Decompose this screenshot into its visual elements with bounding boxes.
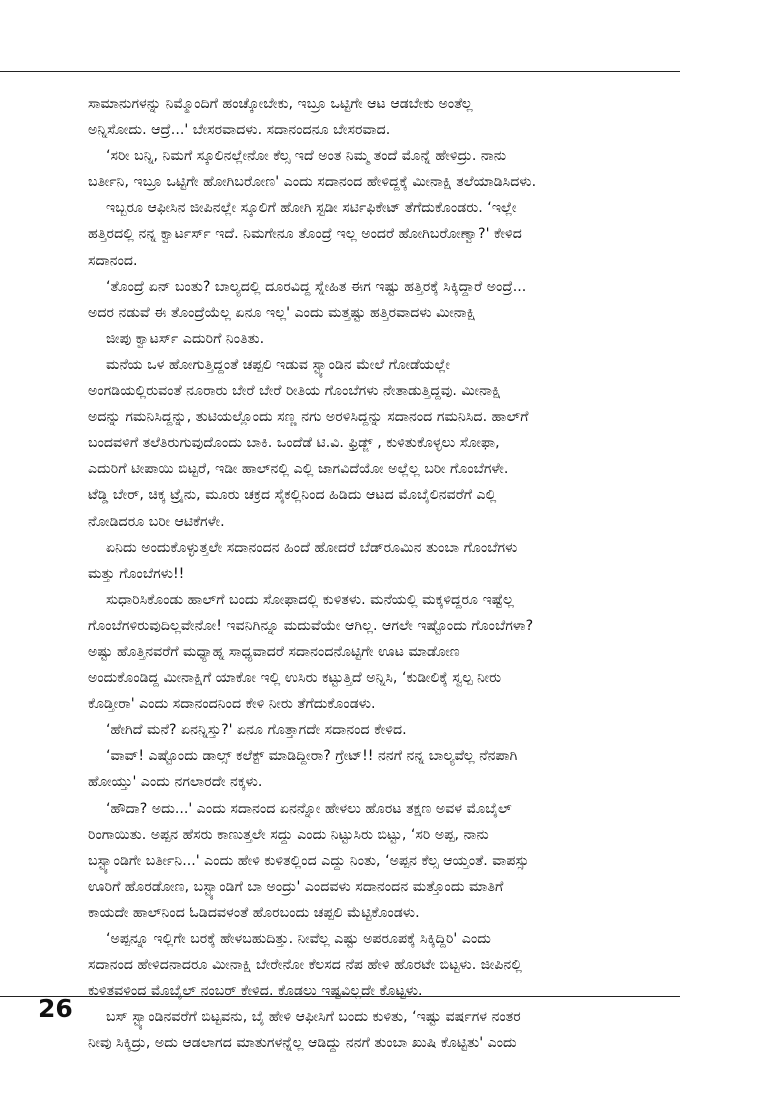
text-line: ಟೆಡ್ಡಿ ಬೇರ್, ಚಿಕ್ಕ ಟ್ರೈನು, ಮೂರು ಚಕ್ರದ ಸೈಕಲ್ಲಿನಿಂದ ಹಿಡಿದು ಆಟದ ಮೊಬೈಲಿನವರೆಗೆ ಎಲ್ಲಿ bbox=[88, 487, 497, 504]
text-line: ಸದಾನಂದ. bbox=[88, 252, 138, 269]
text-line: ನೋಡಿದರೂ ಬರೀ ಆಟಿಕೆಗಳೇ. bbox=[88, 513, 225, 530]
text-line: ಎದುರಿಗೆ ಟೀಪಾಯಿ ಬಿಟ್ಟರೆ, ಇಡೀ ಹಾಲ್‌ನಲ್ಲಿ ಎಲ್ಲಿ ಜಾಗವಿದೆಯೋ ಅಲ್ಲೆಲ್ಲ ಬರೀ ಗೊಂಬೆಗಳೇ. bbox=[88, 461, 509, 478]
text-line: ಅದನ್ನು ಗಮನಿಸಿದ್ದನ್ನು, ತುಟಿಯಲ್ಲೊಂದು ಸಣ್ಣ ನಗು ಅರಳಿಸಿದ್ದನ್ನು ಸದಾನಂದ ಗಮನಿಸಿದ. ಹಾಲ್‌ಗೆ bbox=[88, 409, 529, 426]
text-line: ಗೊಂಬೆಗಳಿರುವುದಿಲ್ಲವೇನೋ! ಇವನಿಗಿನ್ನೂ ಮದುವೆಯೇ ಆಗಿಲ್ಲ. ಆಗಲೇ ಇಷ್ಟೊಂದು ಗೊಂಬೆಗಳಾ? bbox=[88, 617, 534, 634]
text-line: ಅಂಗಡಿಯಲ್ಲಿರುವಂತೆ ನೂರಾರು ಬೇರೆ ಬೇರೆ ರೀತಿಯ ಗೊಂಬೆಗಳು ನೇತಾಡುತ್ತಿದ್ದವು. ಮೀನಾಕ್ಷಿ bbox=[88, 383, 501, 400]
text-line: ಅದರ ನಡುವೆ ಈ ತೊಂದ್ರೆಯೆಲ್ಲ ಏನೂ ಇಲ್ಲ' ಎಂದು ಮತ್ತಷ್ಟು ಹತ್ತಿರವಾದಳು ಮೀನಾಕ್ಷಿ bbox=[88, 304, 476, 321]
text-line: ‘ಹೌದಾ? ಅದು...' ಎಂದು ಸದಾನಂದ ಏನನ್ನೋ ಹೇಳಲು ಹೊರಟ ತಕ್ಷಣ ಅವಳ ಮೊಬೈಲ್ bbox=[106, 800, 512, 817]
text-line: ಸಾಮಾನುಗಳನ್ನು ನಿಮ್ಮೊಂದಿಗೆ ಹಂಚ್ಕೋಬೇಕು, ಇಬ್ರೂ ಒಟ್ಟಿಗೇ ಆಟ ಆಡಬೇಕು ಅಂತೆಲ್ಲ bbox=[88, 96, 473, 112]
body-text bbox=[88, 91, 674, 1056]
text-line: ಮತ್ತು ಗೊಂಬೆಗಳು!! bbox=[88, 565, 185, 582]
text-line: ಕೊಡ್ತೀರಾ' ಎಂದು ಸದಾನಂದನಿಂದ ಕೇಳಿ ನೀರು ತೆಗೆದುಕೊಂಡಳು. bbox=[88, 696, 376, 713]
text-line: ಬಸ್ ಸ್ಟ್ಯಾಂಡಿನವರೆಗೆ ಬಿಟ್ಟವನು, ಬೈ ಹೇಳಿ ಆಫೀಸಿಗೆ ಬಂದು ಕುಳಿತು, ‘ಇಷ್ಟು ವರ್ಷಗಳ ನಂತರ bbox=[106, 1009, 521, 1026]
text-line: ಊರಿಗೆ ಹೊರಡೋಣ, ಬಸ್ಟ್ಯಾಂಡಿಗೆ ಬಾ ಅಂದ್ರು' ಎಂದವಳು ಸದಾನಂದನ ಮತ್ತೊಂದು ಮಾತಿಗೆ bbox=[88, 878, 504, 895]
header-rule bbox=[0, 71, 680, 72]
text-line: ಮನೆಯ ಒಳ ಹೋಗುತ್ತಿದ್ದಂತೆ ಚಪ್ಪಲಿ ಇಡುವ ಸ್ಟ್ಯಾಂಡಿನ ಮೇಲೆ ಗೋಡೆಯಲ್ಲೇ bbox=[106, 356, 450, 373]
text-line: ಬಂದವಳಿಗೆ ತಲೆತಿರುಗುವುದೊಂದು ಬಾಕಿ. ಒಂದೆಡೆ ಟಿ.ವಿ. ಫ್ರಿಡ್ಜ್ , ಕುಳಿತುಕೊಳ್ಳಲು ಸೋಫಾ, bbox=[88, 435, 500, 452]
text-line: ಇಬ್ಬರೂ ಆಫೀಸಿನ ಜೀಪಿನಲ್ಲೇ ಸ್ಕೂಲಿಗೆ ಹೋಗಿ ಸ್ಟಡೀ ಸರ್ಟಿಫಿಕೇಟ್ ತೆಗೆದುಕೊಂಡರು. ‘ಇಲ್ಲೇ bbox=[106, 200, 517, 217]
page-number: 26 bbox=[38, 994, 73, 1023]
text-line: ಸುಧಾರಿಸಿಕೊಂಡು ಹಾಲ್‌ಗೆ ಬಂದು ಸೋಫಾದಲ್ಲಿ ಕುಳಿತಳು. ಮನೆಯಲ್ಲಿ ಮಕ್ಕಳಿದ್ದರೂ ಇಷ್ಟೆಲ್ಲ bbox=[106, 591, 514, 608]
footer-rule bbox=[0, 996, 680, 997]
text-line: ಏನಿದು ಅಂದುಕೊಳ್ಳುತ್ತಲೇ ಸದಾನಂದನ ಹಿಂದೆ ಹೋದರೆ ಬೆಡ್‌ರೂಮಿನ ತುಂಬಾ ಗೊಂಬೆಗಳು bbox=[106, 539, 518, 556]
text-line: ‘ಅಪ್ಪನ್ನೂ ಇಲ್ಲಿಗೇ ಬರಕ್ಕೆ ಹೇಳಬಹುದಿತ್ತು. ನೀವೆಲ್ಲ ಎಷ್ಟು ಅಪರೂಪಕ್ಕೆ ಸಿಕ್ಕಿದ್ದಿರಿ' ಎಂದು bbox=[106, 931, 491, 947]
text-line: ನೀವು ಸಿಕ್ಕಿದ್ರು, ಅದು ಆಡಲಾಗದ ಮಾತುಗಳನ್ನೆಲ್ಲ ಆಡಿದ್ದು ನನಗೆ ತುಂಬಾ ಖುಷಿ ಕೊಟ್ಟಿತು' ಎಂದು bbox=[88, 1035, 517, 1052]
text-line: ಬರ್ತೀನಿ, ಇಬ್ರೂ ಒಟ್ಟಿಗೇ ಹೋಗಿಬರೋಣ' ಎಂದು ಸದಾನಂದ ಹೇಳಿದ್ದಕ್ಕೆ ಮೀನಾಕ್ಷಿ ತಲೆಯಾಡಿಸಿದಳು. bbox=[88, 174, 537, 191]
text-line: ಕುಳಿತವಳಿಂದ ಮೊಬೈಲ್ ನಂಬರ್ ಕೇಳಿದ. ಕೊಡಲು ಇಷ್ಟವಿಲ್ಲದೇ ಕೊಟ್ಟಳು. bbox=[88, 983, 423, 1000]
text-line: ಹೋಯ್ತು' ಎಂದು ನಗಲಾರದೇ ನಕ್ಕಳು. bbox=[88, 774, 263, 791]
text-line: ಅಂದುಕೊಂಡಿದ್ದ ಮೀನಾಕ್ಷಿಗೆ ಯಾಕೋ ಇಲ್ಲಿ ಉಸಿರು ಕಟ್ಟುತ್ತಿದೆ ಅನ್ನಿಸಿ, ‘ಕುಡೀಲಿಕ್ಕೆ ಸ್ವಲ್ಪ ನೀರು bbox=[88, 670, 502, 687]
text-line: ‘ತೊಂದ್ರೆ ಏನ್ ಬಂತು? ಬಾಲ್ಯದಲ್ಲಿ ದೂರವಿದ್ದ ಸ್ನೇಹಿತ ಈಗ ಇಷ್ಟು ಹತ್ತಿರಕ್ಕೆ ಸಿಕ್ಕಿದ್ದಾರೆ ಅಂದ್ರೆ... bbox=[106, 278, 527, 295]
text-line: ಸದಾನಂದ ಹೇಳಿದನಾದರೂ ಮೀನಾಕ್ಷಿ ಬೇರೇನೋ ಕೆಲಸದ ನೆಪ ಹೇಳಿ ಹೊರಟೇ ಬಿಟ್ಟಳು. ಜೀಪಿನಲ್ಲಿ bbox=[88, 957, 523, 974]
text-line: ‘ಹೇಗಿದೆ ಮನೆ? ಏನನ್ನಿಸ್ತು?' ಏನೂ ಗೊತ್ತಾಗದೇ ಸದಾನಂದ ಕೇಳಿದ. bbox=[106, 722, 407, 739]
text-line: ಜೀಪು ಕ್ವಾಟರ್ಸ್ ಎದುರಿಗೆ ನಿಂತಿತು. bbox=[106, 330, 265, 347]
text-line: ರಿಂಗಾಯಿತು. ಅಪ್ಪನ ಹೆಸರು ಕಾಣುತ್ತಲೇ ಸದ್ದು ಎಂದು ನಿಟ್ಟುಸಿರು ಬಿಟ್ಟು, ‘ಸರಿ ಅಪ್ಪ, ನಾನು bbox=[88, 826, 489, 843]
text-line: ‘ಸರೀ ಬನ್ನಿ, ನಿಮಗೆ ಸ್ಕೂಲಿನಲ್ಲೇನೋ ಕೆಲ್ಸ ಇದೆ ಅಂತ ನಿಮ್ಮ ತಂದೆ ಮೊನ್ನೆ ಹೇಳಿದ್ರು. ನಾನು bbox=[106, 148, 507, 165]
text-line: ‘ವಾವ್! ಎಷ್ಟೊಂದು ಡಾಲ್ಸ್ ಕಲೆಕ್ಟ್ ಮಾಡಿದ್ದೀರಾ? ಗ್ರೇಟ್!! ನನಗೆ ನನ್ನ ಬಾಲ್ಯವೆಲ್ಲ ನೆನಪಾಗಿ bbox=[106, 748, 518, 765]
text-line: ಅಷ್ಟು ಹೊತ್ತಿನವರೆಗೆ ಮಧ್ಯಾಹ್ನ ಸಾಧ್ಯವಾದರೆ ಸದಾನಂದನೊಟ್ಟಿಗೇ ಊಟ ಮಾಡೋಣ bbox=[88, 643, 460, 660]
text-line: ಬಸ್ಟ್ಯಾಂಡಿಗೇ ಬರ್ತೀನಿ...' ಎಂದು ಹೇಳಿ ಕುಳಿತಲ್ಲಿಂದ ಎದ್ದು ನಿಂತು, ‘ಅಪ್ಪನ ಕೆಲ್ಸ ಆಯ್ತಂತೆ. ವಾಪಸ್ಸು bbox=[88, 852, 529, 869]
text-line: ಕಾಯದೇ ಹಾಲ್‌ನಿಂದ ಓಡಿದವಳಂತೆ ಹೊರಬಂದು ಚಪ್ಪಲಿ ಮೆಟ್ಟಿಕೊಂಡಳು. bbox=[88, 904, 420, 921]
text-line: ಅನ್ನಿಸೋದು. ಆದ್ರೆ...' ಬೇಸರವಾದಳು. ಸದಾನಂದನೂ ಬೇಸರವಾದ. bbox=[88, 122, 391, 139]
text-line: ಹತ್ತಿರದಲ್ಲಿ ನನ್ನ ಕ್ವಾರ್ಟರ್ಸ್ ಇದೆ. ನಿಮಗೇನೂ ತೊಂದ್ರೆ ಇಲ್ಲ ಅಂದರೆ ಹೋಗಿಬರೋಣ್ವಾ?' ಕೇಳಿದ bbox=[88, 226, 522, 243]
